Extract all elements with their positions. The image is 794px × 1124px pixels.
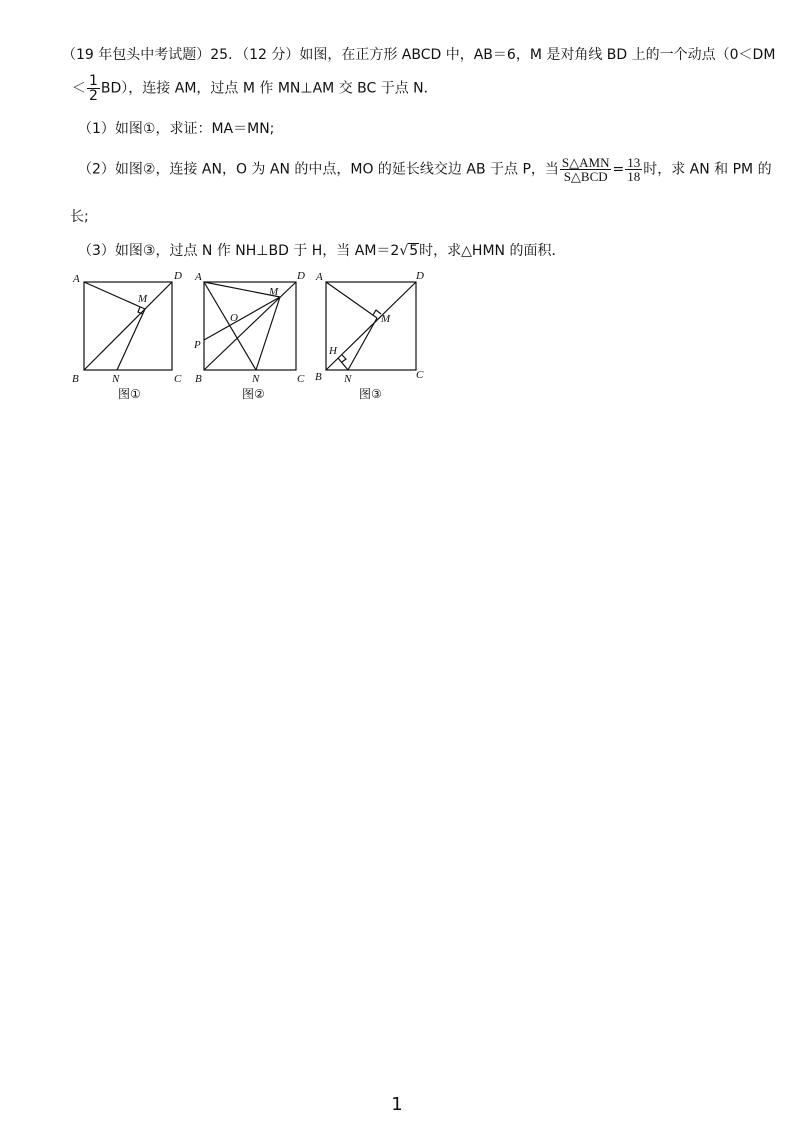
label-n-fig3: N: [344, 373, 352, 385]
figure-2-diagonal-bd: [204, 282, 296, 370]
question-2: [78, 156, 772, 183]
label-b-fig3: B: [315, 371, 322, 383]
caption-fig1: 图①: [118, 387, 141, 401]
question-2-text: （2）如图②，连接 AN，O 为 AN 的中点，MO 的延长线交边 AB 于点 P，当: [78, 161, 559, 178]
problem-intro-line1: [62, 44, 775, 64]
figure-3-right-angle-h: [342, 355, 346, 362]
label-m-fig2: M: [269, 286, 279, 298]
label-c-fig2: C: [297, 373, 305, 385]
label-m-fig1: M: [138, 293, 148, 305]
equals-sign: =: [612, 161, 625, 178]
sqrt-radicand: 5: [409, 243, 419, 259]
page-number: 1: [391, 1094, 403, 1115]
label-d-fig3: D: [416, 270, 424, 282]
figure-1-segment-am: [84, 282, 145, 309]
label-o-fig2: O: [230, 312, 238, 324]
label-a-fig2: A: [195, 271, 202, 283]
label-n-fig1: N: [112, 373, 120, 385]
question-3: [78, 240, 565, 260]
intro-text-2: BD），连接 AM，过点 M 作 MN⊥AM 交 BC 于点 N．: [100, 80, 438, 97]
figure-1-diagonal-bd: [84, 282, 172, 370]
label-m-fig3: M: [381, 313, 391, 325]
problem-intro-line2: [72, 74, 438, 103]
label-a-fig1: A: [73, 273, 80, 285]
label-a-fig3: A: [316, 271, 323, 283]
ratio-numerator: 13: [627, 155, 641, 170]
figure-1-lines: [84, 282, 172, 370]
half-numerator: 1: [89, 73, 98, 89]
figure-3-lines: [326, 282, 416, 370]
question-1-text: （1）如图①，求证：MA＝MN;: [78, 121, 275, 137]
ratio-denominator: 18: [627, 169, 641, 184]
question-1: [78, 118, 274, 138]
question-2-continued-text: 长;: [70, 209, 89, 225]
label-d-fig1: D: [174, 270, 182, 282]
question-3-text-tail: 时，求△HMN 的面积．: [419, 243, 566, 259]
sqrt-symbol: √: [399, 243, 409, 259]
label-h-fig3: H: [329, 345, 337, 357]
figure-2-segment-an: [204, 282, 256, 370]
area-ratio-fraction: [560, 156, 612, 183]
caption-fig2: 图②: [242, 387, 265, 401]
half-denominator: 2: [89, 88, 98, 104]
figure-3-right-angle-m: [373, 310, 381, 315]
figure-3-segment-am: [326, 282, 377, 318]
question-2-text-tail: 时，求 AN 和 PM 的: [643, 161, 772, 178]
figure-2-lines: [204, 282, 296, 370]
less-than-sign: ＜: [72, 80, 86, 97]
label-c-fig3: C: [416, 369, 424, 381]
figure-3-diagonal-bd: [326, 282, 416, 370]
label-n-fig2: N: [252, 373, 260, 385]
figures-group: [70, 262, 430, 412]
label-c-fig1: C: [174, 373, 182, 385]
ratio-value-fraction: [625, 156, 642, 183]
area-ratio-denominator: S△BCD: [563, 169, 608, 184]
figures-svg: [70, 262, 430, 412]
figure-1-segment-mn: [117, 309, 145, 370]
label-p-fig2: P: [194, 339, 201, 351]
half-fraction: [87, 74, 100, 103]
figure-3-segment-nh: [338, 358, 348, 370]
label-b-fig1: B: [72, 373, 79, 385]
question-2-continued: [70, 206, 89, 226]
caption-fig3: 图③: [359, 387, 382, 401]
question-3-text: （3）如图③，过点 N 作 NH⊥BD 于 H，当 AM＝2: [78, 243, 400, 259]
label-b-fig2: B: [195, 373, 202, 385]
label-d-fig2: D: [297, 270, 305, 282]
intro-text: （19 年包头中考试题）25．（12 分）如图，在正方形 ABCD 中，AB＝6，M 是对角线 BD 上的一个动点（0＜DM: [62, 47, 776, 63]
area-ratio-numerator: S△AMN: [561, 155, 610, 170]
